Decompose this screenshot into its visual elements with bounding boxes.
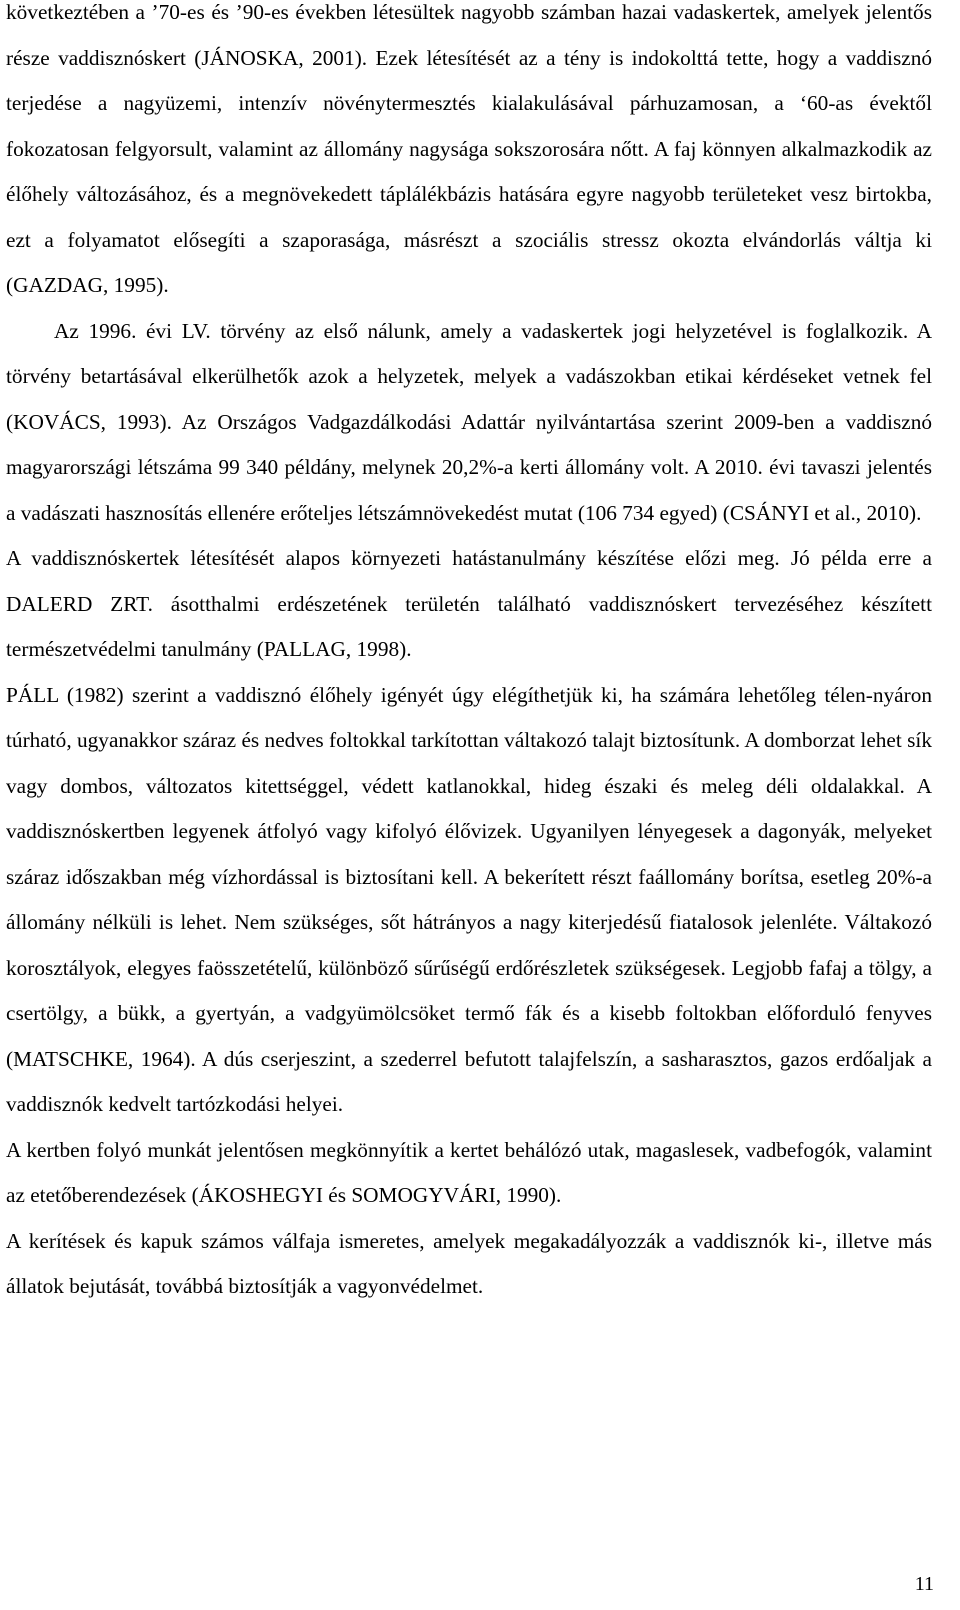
paragraph-4: PÁLL (1982) szerint a vaddisznó élőhely igényét úgy elégíthetjük ki, ha számára lehetőleg télen-nyáron túrható, ugyanakkor száraz és nedves foltokkal tarkítottan váltakozó talajt biztosítunk. A domborzat lehet sík vagy dombos, változatos kitettséggel, védett katlanokkal, hideg északi és meleg déli oldalakkal. A vaddisznóskertben legyenek átfolyó vagy kifolyó élővizek. Ugyanilyen lényegesek a dagonyák, melyeket száraz időszakban még vízhordással is biztosítani kell. A bekerített részt faállomány borítsa, esetleg 20%-a állomány nélküli is lehet. Nem szükséges, sőt hátrányos a nagy kiterjedésű fiatalosok jelenléte. Váltakozó korosztályok, elegyes faösszetételű, különböző sűrűségű erdőrészletek szükségesek. Legjobb fafaj a tölgy, a csertölgy, a bükk, a gyertyán, a vadgyümölcsöket termő fák és a kisebb foltokban előforduló fenyves (MATSCHKE, 1964). A dús cserjeszint, a szederrel befutott talajfelszín, a sasharasztos, gazos erdőaljak a vaddisznók kedvelt tartózkodási helyei. xyxy=(6,682,932,1116)
document-body xyxy=(6,0,932,1310)
paragraph-5: A kertben folyó munkát jelentősen megkönnyítik a kertet behálózó utak, magaslesek, vadbefogók, valamint az etetőberendezések (ÁKOSHEGYI és SOMOGYVÁRI, 1990). xyxy=(6,1137,932,1207)
paragraph-3: A vaddisznóskertek létesítését alapos környezeti hatástanulmány készítése előzi meg. Jó példa erre a DALERD ZRT. ásotthalmi erdészetének területén található vaddisznóskert tervezéséhez készített természetvédelmi tanulmány (PALLAG, 1998). xyxy=(6,546,932,661)
paragraph-6: A kerítések és kapuk számos válfaja ismeretes, amelyek megakadályozzák a vaddisznók ki-, illetve más állatok bejutását, továbbá biztosítják a vagyonvédelmet. xyxy=(6,1228,932,1298)
page-number: 11 xyxy=(914,1573,934,1595)
paragraph-1: következtében a ’70-es és ’90-es években létesültek nagyobb számban hazai vadaskertek, amelyek jelentős része vaddisznóskert (JÁNOSKA, 2001). Ezek létesítését az a tény is indokolttá tette, hogy a vaddisznó terjedése a nagyüzemi, intenzív növénytermesztés kialakulásával párhuzamosan, a ‘60-as évektől fokozatosan felgyorsult, valamint az állomány nagysága sokszorosára nőtt. A faj könnyen alkalmazkodik az élőhely változásához, és a megnövekedett táplálékbázis hatására egyre nagyobb területeket vesz birtokba, ezt a folyamatot elősegíti a szaporasága, másrészt a szociális stressz okozta elvándorlás váltja ki (GAZDAG, 1995). xyxy=(6,0,932,297)
paragraph-2: Az 1996. évi LV. törvény az első nálunk, amely a vadaskertek jogi helyzetével is foglalkozik. A törvény betartásával elkerülhetők azok a helyzetek, melyek a vadászokban etikai kérdéseket vetnek fel (KOVÁCS, 1993). Az Országos Vadgazdálkodási Adattár nyilvántartása szerint 2009-ben a vaddisznó magyarországi létszáma 99 340 példány, melynek 20,2%-a kerti állomány volt. A 2010. évi tavaszi jelentés a vadászati hasznosítás ellenére erőteljes létszámnövekedést mutat (106 734 egyed) (CSÁNYI et al., 2010). xyxy=(6,318,932,525)
